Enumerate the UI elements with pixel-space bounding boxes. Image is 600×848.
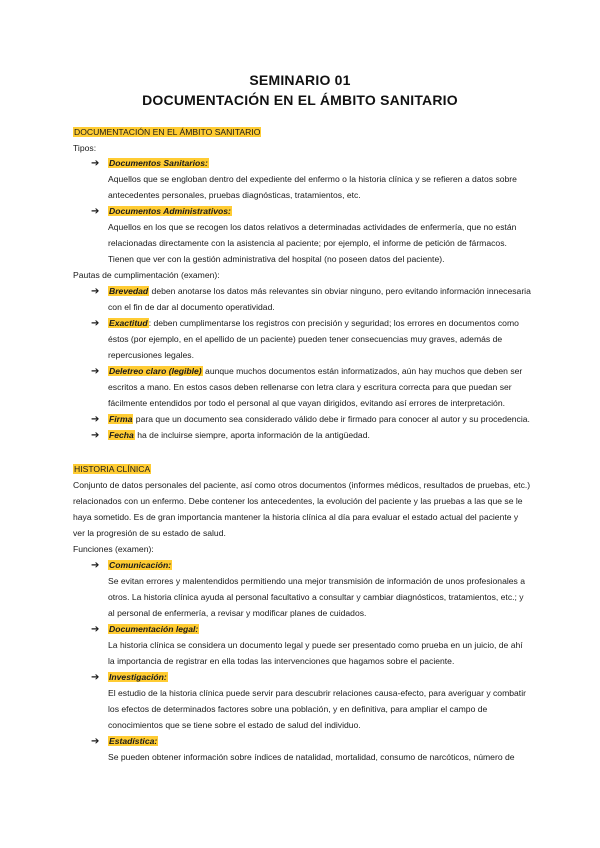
funcion-line: Se pueden obtener información sobre índices de natalidad, mortalidad, consumo de narcóticos, número de (108, 752, 515, 762)
funcion-line: La historia clínica se considera un documento legal y puede ser presentado como prueba en un juicio, de ahí (108, 640, 523, 650)
pauta-item: Deletreo claro (legible) aunque muchos documentos están informatizados, aún hay muchos que deben ser (109, 366, 523, 376)
arrow-right-icon: ➔ (91, 624, 100, 635)
document-title-line2: DOCUMENTACIÓN EN EL ÁMBITO SANITARIO (142, 92, 458, 108)
arrow-right-icon: ➔ (91, 430, 100, 441)
tipo-desc-line: relacionadas directamente con la asistencia al paciente; por ejemplo, el informe de petición de fármacos. (108, 238, 507, 248)
arrow-right-icon: ➔ (91, 206, 100, 217)
pauta-line: con el fin de dar al documento operatividad. (108, 302, 275, 312)
pauta-item: Fecha ha de incluirse siempre, aporta información de la antigüedad. (109, 430, 370, 440)
arrow-right-icon: ➔ (91, 736, 100, 747)
arrow-right-icon: ➔ (91, 560, 100, 571)
section-heading-historia-clinica: HISTORIA CLÍNICA (74, 464, 151, 474)
funcion-line: Se evitan errores y malentendidos permitiendo una mejor transmisión de información de unos profesionales a (108, 576, 526, 586)
tipo-term: Documentos Administrativos: (109, 206, 231, 216)
arrow-right-icon: ➔ (91, 286, 100, 297)
funcion-line: la importancia de registrar en ella todas las intervenciones que hagamos sobre el paciente. (108, 656, 455, 666)
tipo-desc-line: Tienen que ver con la gestión administrativa del hospital (no poseen datos del paciente). (108, 254, 445, 264)
arrow-right-icon: ➔ (91, 414, 100, 425)
tipo-desc-line: antecedentes personales, pruebas diagnósticas, tratamientos, etc. (108, 190, 361, 200)
section-heading-documentacion: DOCUMENTACIÓN EN EL ÁMBITO SANITARIO (74, 127, 261, 137)
funcion-line: al personal de enfermería, a revisar y modificar planes de cuidados. (108, 608, 367, 618)
pauta-line: éstos (por ejemplo, en el apellido de un paciente) pueden tener consecuencias muy graves, además de (108, 334, 503, 344)
tipos-label: Tipos: (73, 143, 97, 153)
pauta-item: Brevedad deben anotarse los datos más relevantes sin obviar ninguno, pero evitando información innecesaria (109, 286, 531, 296)
pauta-line: fácilmente entendidos por todo el personal al que vayan dirigidos, evitando así errores de interpretación. (108, 398, 505, 408)
funcion-line: conocimientos que se tiene sobre el estado de salud del individuo. (108, 720, 361, 730)
arrow-right-icon: ➔ (91, 158, 100, 169)
funciones-label: Funciones (examen): (73, 544, 154, 554)
funcion-line: los efectos de determinados factores sobre una población, y en definitiva, para ampliar el campo de (108, 704, 488, 714)
tipo-desc-line: Aquellos en los que se recogen los datos relativos a determinadas actividades de enfermería, que no están (108, 222, 517, 232)
tipo-desc-line: Aquellos que se engloban dentro del expediente del enfermo o la historia clínica y se refieren a datos sobre (108, 174, 517, 184)
arrow-right-icon: ➔ (91, 318, 100, 329)
pauta-line: repercusiones legales. (108, 350, 194, 360)
pauta-item: Firma para que un documento sea considerado válido debe ir firmado para conocer al autor y su procedencia. (109, 414, 530, 424)
funcion-term: Documentación legal: (109, 624, 199, 634)
pauta-item: Exactitud: deben cumplimentarse los registros con precisión y seguridad; los errores en documentos como (109, 318, 519, 328)
funcion-term: Estadística: (109, 736, 158, 746)
arrow-right-icon: ➔ (91, 672, 100, 683)
arrow-right-icon: ➔ (91, 366, 100, 377)
funcion-line: El estudio de la historia clínica puede servir para descubrir relaciones causa-efecto, para averiguar y combatir (108, 688, 526, 698)
intro-line: haya sometido. Es de gran importancia mantener la historia clínica al día para evaluar el estado actual del paciente y (73, 512, 519, 522)
funcion-term: Investigación: (109, 672, 167, 682)
intro-line: ver la progresión de su estado de salud. (73, 528, 226, 538)
pauta-line: escritos a mano. En estos casos deben rellenarse con letra clara y escritura correcta para que puedan ser (108, 382, 512, 392)
tipo-term: Documentos Sanitarios: (109, 158, 208, 168)
intro-line: Conjunto de datos personales del paciente, así como otros documentos (informes médicos, resultados de pruebas, etc.) (73, 480, 531, 490)
pautas-label: Pautas de cumplimentación (examen): (73, 270, 220, 280)
document-title-line1: SEMINARIO 01 (249, 72, 351, 88)
funcion-term: Comunicación: (109, 560, 172, 570)
funcion-line: otros. La historia clínica ayuda al personal facultativo a consultar y cambiar diagnósticos, tratamientos, etc.; y (108, 592, 524, 602)
intro-line: relacionados con un enfermo. Debe contener los antecedentes, la evolución del paciente y las pruebas a las que se le (73, 496, 523, 506)
